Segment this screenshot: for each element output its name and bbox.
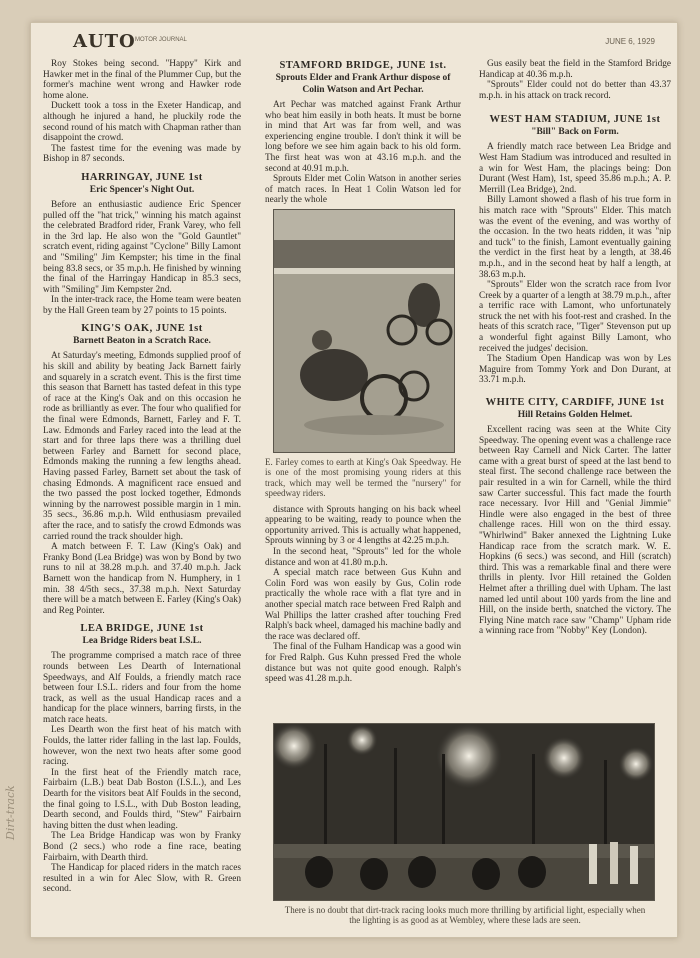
column-3 (479, 59, 671, 723)
paragraph: The programme comprised a match race of three rounds between Les Dearth of International Speedways, and Alf Foulds, a friendly match race between four I.S.L. riders and four from the home track, as well as the usual Handicap races and a handicap for the place winners, barring firsts, in the match race heats. (43, 651, 241, 725)
paragraph: Duckett took a toss in the Exeter Handicap, and although he injured a hand, he pluckily rode the second round of his match with Chapman rather than disappoint the crowd. (43, 101, 241, 144)
paragraph: The final of the Fulham Handicap was a good win for Fred Ralph. Gus Kuhn pressed Fred the whole distance but was not quite good enough. Ralph's speed was 41.28 m.p.h. (265, 642, 461, 685)
column-2-bottom (265, 457, 461, 747)
section-subheading: "Bill" Back on Form. (531, 127, 619, 138)
section-subheading: Sprouts Elder and Frank Arthur dispose of Colin Watson and Art Pechar. (275, 73, 451, 95)
paragraph: The Lea Bridge Handicap was won by Franky Bond (2 secs.) who rode a fine race, beating Fairbairn, with Dearth third. (43, 831, 241, 863)
section-subheading: Hill Retains Golden Helmet. (517, 410, 633, 421)
photo-night-racing (273, 723, 655, 901)
section-heading-white-city: WHITE CITY, CARDIFF, JUNE 1st (485, 397, 665, 409)
paragraph: In the first heat of the Friendly match race, Fairbairn (L.B.) beat Dab Boston (I.S.L.), and Les Dearth for the visitors beat Alf Foulds in the second, the final going to I.S.L., with Dub Boston leading, Dearth second, and Foulds third, "Stew" Fairbairn having bitten the dust when leading. (43, 767, 241, 831)
paragraph: distance with Sprouts hanging on his back wheel appearing to be waiting, ready to pounce when the opportunity arrived. This is actually what happened, Sprouts winning by 3 or 4 lengths at 42.25 m.p.h. (265, 504, 461, 547)
paragraph: A special match race between Gus Kuhn and Colin Ford was won easily by Gus, Colin rode practically the whole race with a flat tyre and in another special match race between Fred Ralph and Wal Phillips the latter crashed after touching Fred Ralph's back wheel, damaged his machine badly and the race was declared off. (265, 568, 461, 642)
section-heading-stamford-bridge: STAMFORD BRIDGE, JUNE 1st. (279, 60, 447, 71)
paragraph: The fastest time for the evening was made by Bishop in 87 seconds. (43, 143, 241, 165)
margin-annotation: Dirt-track (4, 785, 17, 840)
masthead (73, 31, 673, 57)
paragraph: A match between F. T. Law (King's Oak) and Franky Bond (Lea Bridge) was won by Bond by two runs to nil at 38.28 m.p.h. and 37.40 m.p.h. Jack Barnett won the handicap from N. Humphery, in 1 min. 38 4/5th secs., 37.38 m.p.h. Next Saturday there will be a match between E. Farley (King's Oak) and Reg Pointer. (43, 542, 241, 616)
section-heading-lea-bridge: LEA BRIDGE, JUNE 1st (80, 623, 204, 635)
paragraph: "Sprouts" Elder won the scratch race from Ivor Creek by a quarter of a length at 38.79 m.p.h., after a terrific race with Lamont, who unfortunately struck the net with his foot-rest and crashed. In the heats of this scratch race, "Tiger" Stevenson put up a wonderful fight against Billy Lamont, who received the judges' decision. (479, 280, 671, 354)
magazine-page (30, 22, 678, 938)
column-1 (43, 59, 241, 935)
paragraph: "Sprouts" Elder could not do better than 43.37 m.p.h. in his attack on track record. (479, 80, 671, 101)
paragraph: Art Pechar was matched against Frank Arthur who beat him easily in both heats. It must be borne in mind that Art was far from well, and was experiencing engine trouble. I don't think it will be long before we see him again back to his old form. The first heat was won at 43.16 m.p.h. and the second at 40.91 m.p.h. (265, 100, 461, 174)
photo-speedway-crash (273, 209, 455, 453)
section-subheading: Lea Bridge Riders beat I.S.L. (82, 636, 202, 647)
paragraph: Roy Stokes being second. "Happy" Kirk and Hawker met in the final of the Plummer Cup, but the former's machine went wrong and Hawker rode home alone. (43, 59, 241, 101)
paragraph: The Handicap for placed riders in the match races resulted in a win for Alec Slow, with R. Green second. (43, 863, 241, 895)
paragraph: In the second heat, "Sprouts" led for the whole distance and won at 41.80 m.p.h. (265, 547, 461, 568)
photo-caption: E. Farley comes to earth at King's Oak Speedway. He is one of the most promising young riders at this track, which may well be termed the "nursery" for speedway riders. (265, 457, 461, 499)
section-subheading: Eric Spencer's Night Out. (89, 184, 195, 195)
section-heading-kings-oak: KING'S OAK, JUNE 1st (81, 323, 203, 335)
paragraph: Les Dearth won the first heat of his match with Foulds, the latter rider falling in the last lap. Foulds, however, won the next two heats after some good racing. (43, 725, 241, 768)
paragraph: Sprouts Elder met Colin Watson in another series of match races. In Heat 1 Colin Watson led for nearly the whole (265, 174, 461, 206)
logo-subtitle: MOTOR JOURNAL (135, 37, 187, 43)
paragraph: Excellent racing was seen at the White City Speedway. The opening event was a challenge race between Ray Carnell and Nick Carter. The latter came with a great burst of speed at the last bend to steal first. The second challenge race between the pair resulted in a win for Carnell, while the third saw Carter successful. This fact made the fourth race necessary. Ivor Hill and "Genial Jimmie" Hindle were also engaged in the best of three challenge races. Hill won on the third essay. "Whirlwind" Baker annexed the Lightning Luke Handicap race from the scratch mark. W. E. Hopkins (6 secs.) was second, and Hill (scratch) third. This was a remarkable final and there were thrills in plenty. Ivor Hill retained the Golden Helmet after a thrilling duel with Upham. The last named led until about 100 yards from the line and Hill, on the inside berth, snatched the victory. The Flying Nine match race saw "Champ" Upham ride a winning race from "Nobby" Key (London). (479, 425, 671, 637)
photo-caption: There is no doubt that dirt-track racing looks much more thrilling by artificial light, especially when the lighting is as good as at Wembley, where these lads are seen. (284, 905, 646, 926)
paragraph: In the inter-track race, the Home team were beaten by the Hall Green team by 27 points to 15 points. (43, 295, 241, 316)
paragraph: A friendly match race between Lea Bridge and West Ham Stadium was introduced and resulted in a win for West Ham, the placings being: Don Durant (West Ham), 1st, speed 35.86 m.p.h.; A. P. Merrill (Lea Bridge), 2nd. (479, 142, 671, 195)
paragraph: The Stadium Open Handicap was won by Les Maguire from Tommy York and Don Durant, at 33.71 m.p.h. (479, 354, 671, 386)
paragraph: Gus easily beat the field in the Stamford Bridge Handicap at 40.36 m.p.h. (479, 59, 671, 80)
paragraph: Billy Lamont showed a flash of his true form in his match race with "Sprouts" Elder. This match was the event of the evening, and was worthy of the occasion. In the two heats ridden, it was "nip and tuck" to the finish, Lamont eventually gaining the verdict in the first heat by a length, at 38.46 m.p.h., and in the second heat by half a length, at 38.63 m.p.h. (479, 195, 671, 280)
column-2-top (265, 59, 461, 229)
issue-date: JUNE 6, 1929 (605, 37, 655, 46)
paragraph: Before an enthusiastic audience Eric Spencer pulled off the "hat trick," winning his match against the celebrated Bradford rider, Frank Varey, who fell in the 3rd lap. He also won the "Gold Gauntlet" scratch event, riding against "Cyclone" Billy Lamont and "Smiling" Jim Kempster; his time in the final being 83.8 secs, or 35 m.p.h. He finished by winning the final of the Harringay Handicap in 85.3 secs, with "Smiling" Jim Kempster 2nd. (43, 199, 241, 295)
section-subheading: Barnett Beaton in a Scratch Race. (73, 336, 211, 347)
paragraph: At Saturday's meeting, Edmonds supplied proof of his skill and ability by beating Jack Barnett fairly and squarely in a scratch event. This is the first time this season that Barnett has tasted defeat in this type of race at the King's Oak and on this occasion he rode as brilliantly as ever. The four who qualified for the final were Edmonds, Barnett, Farley and F. T. Law. Edmonds and Farley raced into the lead at the start and for three laps there was a thrilling duel between Farley and Barnett for second place, Edmonds making the running a few lengths ahead. Having passed Farley, Barnett set about the task of chasing Edmonds. A magnificent race ensued and the two passed the post locked together, Edmonds winning by the narrowest possible margin in 1 min. 35 secs., 36.86 m.p.h. Wild enthusiasm prevailed after the race, and to satisfy the crowd Edmonds was carried round the track shoulder high. (43, 351, 241, 542)
section-heading-west-ham: WEST HAM STADIUM, JUNE 1st (489, 114, 661, 126)
section-heading-harringay: HARRINGAY, JUNE 1st (81, 171, 203, 183)
magazine-logo: AUTO (73, 31, 136, 52)
